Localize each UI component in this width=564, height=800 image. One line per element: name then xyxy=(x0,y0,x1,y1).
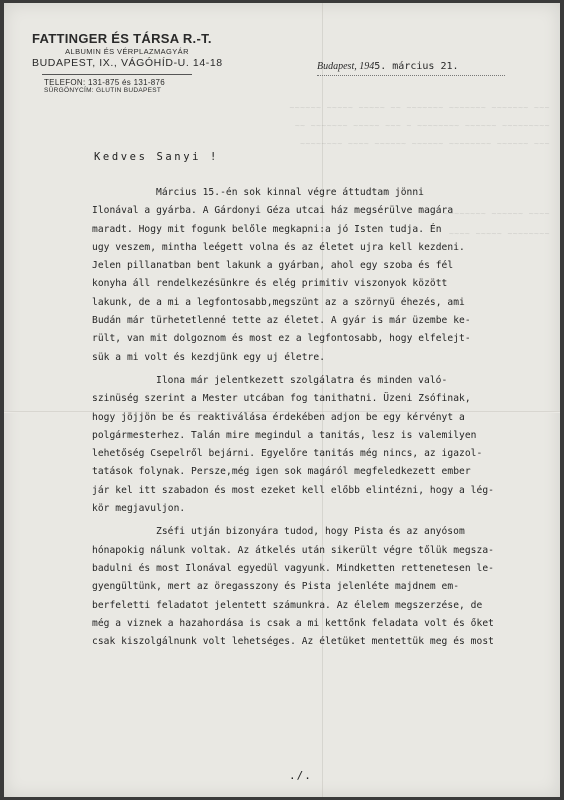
date-underline xyxy=(317,75,505,76)
text-line: még a viznek a hazahordása is csak a mi kettőnk feladata volt és őket xyxy=(92,617,494,629)
company-name: FATTINGER ÉS TÁRSA R.-T. xyxy=(32,31,212,46)
show-through: ~~~~~~~~ ~~~~ ~~~~~~ ~~~~~~ ~~~~~~~~ ~~~~~~ ~~~ xyxy=(300,139,550,148)
show-through: ~~ ~~~~~~~ ~~~~~ ~~~ ~ ~~~~~~~~ ~~~~~~ ~~~~~~~~~ xyxy=(294,121,550,130)
continuation-marker: ./. xyxy=(289,769,312,782)
text-line: Ilona már jelentkezett szolgálatra és minden való- xyxy=(156,374,448,386)
text-line: konyha áll rendelkezésünkre és elég primitiv viszonyok között xyxy=(92,278,448,290)
company-subtitle: ALBUMIN ÉS VÉRPLAZMAGYÁR xyxy=(65,47,189,56)
letter-sheet xyxy=(4,3,560,797)
letter-date xyxy=(317,61,459,72)
text-line: tatások folynak. Persze,még igen sok magáról megfeledkezett ember xyxy=(92,466,471,478)
text-line: polgármesterhez. Talán mire megindul a tanitás, lesz is valemilyen xyxy=(92,429,477,441)
paragraph-2 xyxy=(92,372,554,518)
text-line: Zséfi utján bizonyára tudod, hogy Pista és az anyósom xyxy=(156,526,465,538)
text-line: badulni és most Ilonával egyedül vagyunk. Mindketten rettenetesen le- xyxy=(92,562,494,574)
text-line: rült, van mit dolgoznom és most ez a legfontosabb, hogy elfelejt- xyxy=(92,333,471,345)
letterhead-divider xyxy=(42,74,192,75)
date-typed: 5. március 21. xyxy=(374,61,459,72)
text-line: gyengültünk, mert az öregasszony és Pista jelenléte majdnem em- xyxy=(92,581,460,593)
company-address: BUDAPEST, IX., VÁGÓHÍD-U. 14-18 xyxy=(32,57,223,69)
salutation: Kedves Sanyi ! xyxy=(94,151,219,163)
paragraph-3 xyxy=(92,523,554,651)
text-line: Ilonával a gyárba. A Gárdonyi Géza utcai ház megsérülve magára xyxy=(92,205,454,217)
show-through: ~~~~~~ ~~~~~ ~~~~~ ~~ ~~~~~~~ ~~~~~~~ ~~~~~~~ ~~~ xyxy=(289,103,550,112)
text-line: szinüség szerint a Mester utcában fog tanithatni. Üzeni Zsófinak, xyxy=(92,393,471,405)
paragraph-1 xyxy=(92,184,554,367)
show-through: ~~~~ ~~~~~ ~~~~~~~~ xyxy=(448,229,550,238)
text-line: jár kel itt szabadon és most ezeket kell előbb elintézni, hogy a lég- xyxy=(92,484,494,496)
text-line: berfeletti feladatot jelentett számunkra. Az élelem megszerzése, de xyxy=(92,599,483,611)
text-line: sük a mi volt és kezdjünk egy uj életre. xyxy=(92,351,326,363)
text-line: hónapokig nálunk voltak. Az átkelés után sikerült végre tőlük megsza- xyxy=(92,544,494,556)
text-line: csak kiszolgálnunk volt lehetséges. Az életüket mentettük meg és most xyxy=(92,636,494,648)
text-line: Budán már türhetetlenné tette az életet. A gyár is már üzembe ke- xyxy=(92,315,471,327)
letterhead xyxy=(32,31,232,94)
text-line: ugy veszem, mintha leégett volna és az életet ujra kell kezdeni. xyxy=(92,241,465,253)
text-line: maradt. Hogy mit fogunk belőle megkapni:a jó Isten tudja. Én xyxy=(92,223,442,235)
letter-body xyxy=(92,184,554,651)
company-telegram: SÜRGÖNYCÍM: GLUTIN BUDAPEST xyxy=(44,87,162,94)
date-printed: Budapest, 194 xyxy=(317,61,375,72)
text-line: kör megjavuljon. xyxy=(92,503,186,515)
text-line: lakunk, de a mi a legfontosabb,megszünt az a szörnyü éhezés, ami xyxy=(92,296,465,308)
text-line: hogy jöjjön be és reaktiválása érdekében adjon be egy kérvényt a xyxy=(92,411,465,423)
text-line: lehetőség Csepelről bejárni. Egyelőre tanitás még nincs, az igazol- xyxy=(92,448,483,460)
company-phone: TELEFON: 131-875 és 131-876 xyxy=(44,78,166,87)
text-line: Jelen pillanatban bent lakunk a gyárban, ahol egy szoba és fél xyxy=(92,260,454,272)
show-through: ~~~~~~~~ ~~~~~~ ~~~~ xyxy=(443,209,550,218)
text-line: Március 15.-én sok kinnal végre áttudtam jönni xyxy=(156,187,424,198)
